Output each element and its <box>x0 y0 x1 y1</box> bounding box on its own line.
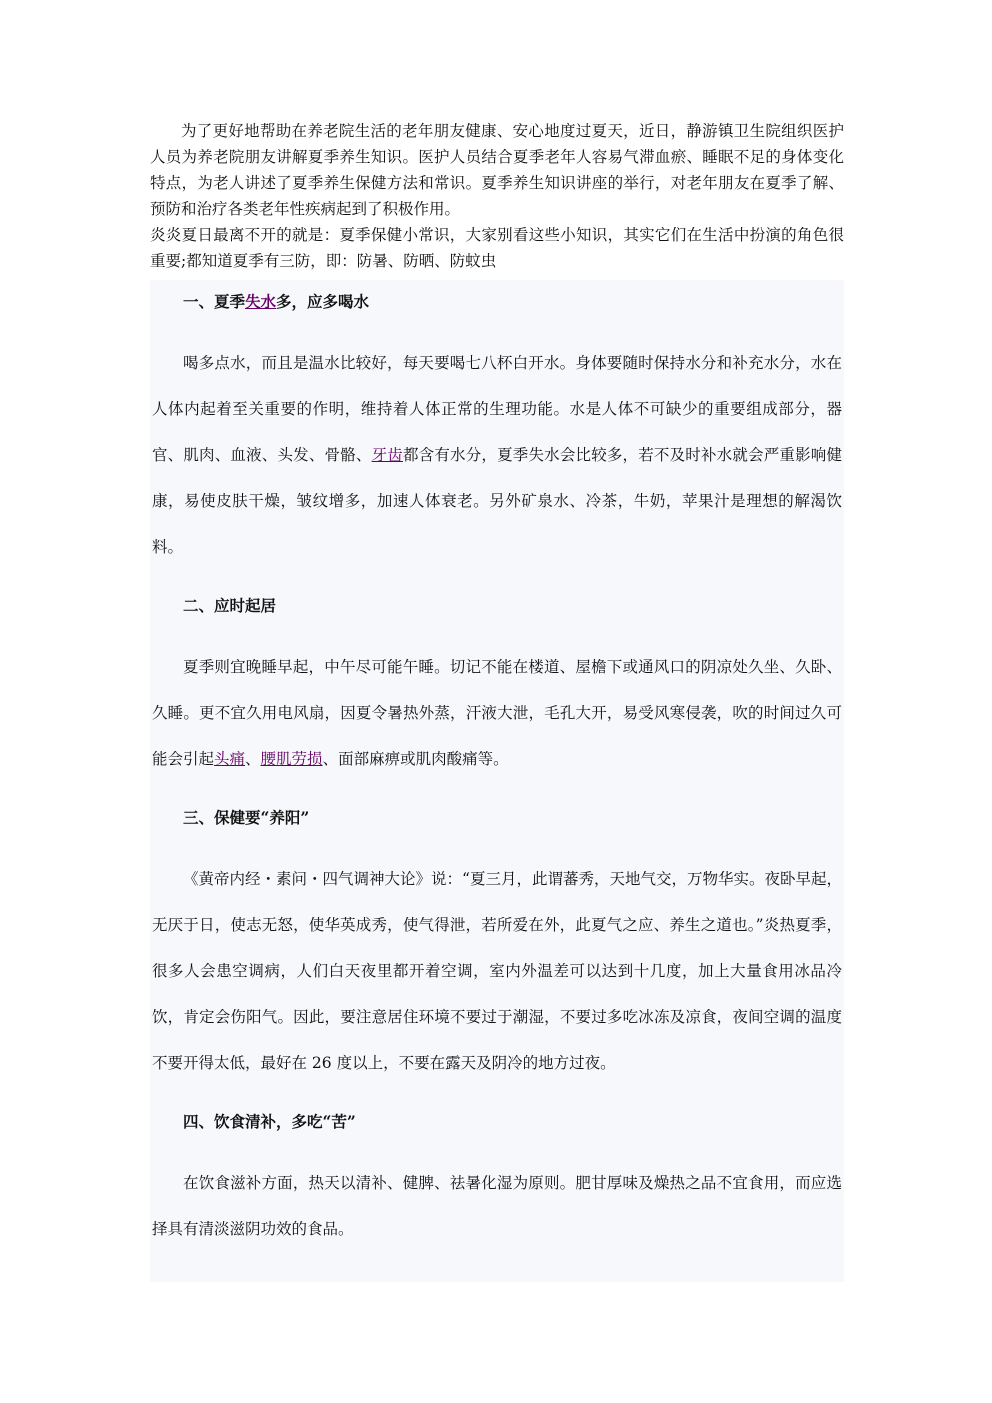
article-body <box>150 280 844 1282</box>
link-dehydration[interactable]: 失水 <box>245 292 277 311</box>
section-title-routine: 二、应时起居 <box>183 596 277 615</box>
section-body-text: 都含有水分，夏季失水会比较多，若不及时补水就会严重影响健康，易使皮肤干燥，皱纹增多，加速人体衰老。另外矿泉水、冷茶，牛奶，苹果汁是理想的解渴饮料。 <box>152 446 842 556</box>
link-teeth[interactable]: 牙齿 <box>371 446 403 464</box>
section-body-diet: 在饮食滋补方面，热天以清补、健脾、祛暑化湿为原则。肥甘厚味及燥热之品不宜食用，而应选择具有清淡滋阴功效的食品。 <box>152 1174 842 1238</box>
section-body-text: 、 <box>245 750 261 768</box>
section-title-drink-water <box>152 286 842 318</box>
section-body-text: 喝多点水，而且是温水比较好，每天要喝七八杯白开水。身体要随时保持水分和补充水分，水在人体内起着至关重要的作明，维持着人体正常的生理功能。水是人体不可缺少的重要组成部分，器官、肌肉、血液、头发、骨骼、 <box>152 354 842 464</box>
section-body-nourish-yang: 《黄帝内经・素问・四气调神大论》说：“夏三月，此谓蕃秀，天地气交，万物华实。夜卧早起，无厌于日，使志无怒，使华英成秀，使气得泄，若所爱在外，此夏气之应、养生之道也。”炎热夏季，很多人会患空调病，人们白天夜里都开着空调，室内外温差可以达到十几度，加上大量食用冰品冷饮，肯定会伤阳气。因此，要注意居住环境不要过于潮湿，不要过多吃冰冻及凉食，夜间空调的温度不要开得太低，最好在 26 度以上，不要在露天及阴冷的地方过夜。 <box>152 870 842 1072</box>
link-lumbar-strain[interactable]: 腰肌劳损 <box>260 750 323 768</box>
intro-paragraph-summer-tips: 炎炎夏日最离不开的就是：夏季保健小常识，大家别看这些小知识，其实它们在生活中扮演的角色很重要;都知道夏季有三防，即：防暑、防晒、防蚊虫 <box>150 226 844 270</box>
section-title-nourish-yang: 三、保健要“养阳” <box>183 808 310 827</box>
section-body-routine <box>152 644 842 782</box>
section-title-text: 多，应多喝水 <box>276 292 370 311</box>
section-body-drink-water <box>152 340 842 570</box>
section-title-text: 一、夏季 <box>183 292 246 311</box>
link-headache[interactable]: 头痛 <box>214 750 246 768</box>
section-body-text: 夏季则宜晚睡早起，中午尽可能午睡。切记不能在楼道、屋檐下或通风口的阴凉处久坐、久卧、久睡。更不宜久用电风扇，因夏令暑热外蒸，汗液大泄，毛孔大开，易受风寒侵袭，吹的时间过久可能会引起 <box>152 658 842 768</box>
intro-paragraph: 为了更好地帮助在养老院生活的老年朋友健康、安心地度过夏天，近日，静游镇卫生院组织医护人员为养老院朋友讲解夏季养生知识。医护人员结合夏季老年人容易气滞血瘀、睡眠不足的身体变化特点，为老人讲述了夏季养生保健方法和常识。夏季养生知识讲座的举行，对老年朋友在夏季了解、预防和治疗各类老年性疾病起到了积极作用。 <box>150 122 844 218</box>
section-body-text: 、面部麻痹或肌肉酸痛等。 <box>322 750 509 768</box>
section-title-diet: 四、饮食清补，多吃“苦” <box>183 1112 356 1131</box>
intro-block <box>150 118 844 274</box>
